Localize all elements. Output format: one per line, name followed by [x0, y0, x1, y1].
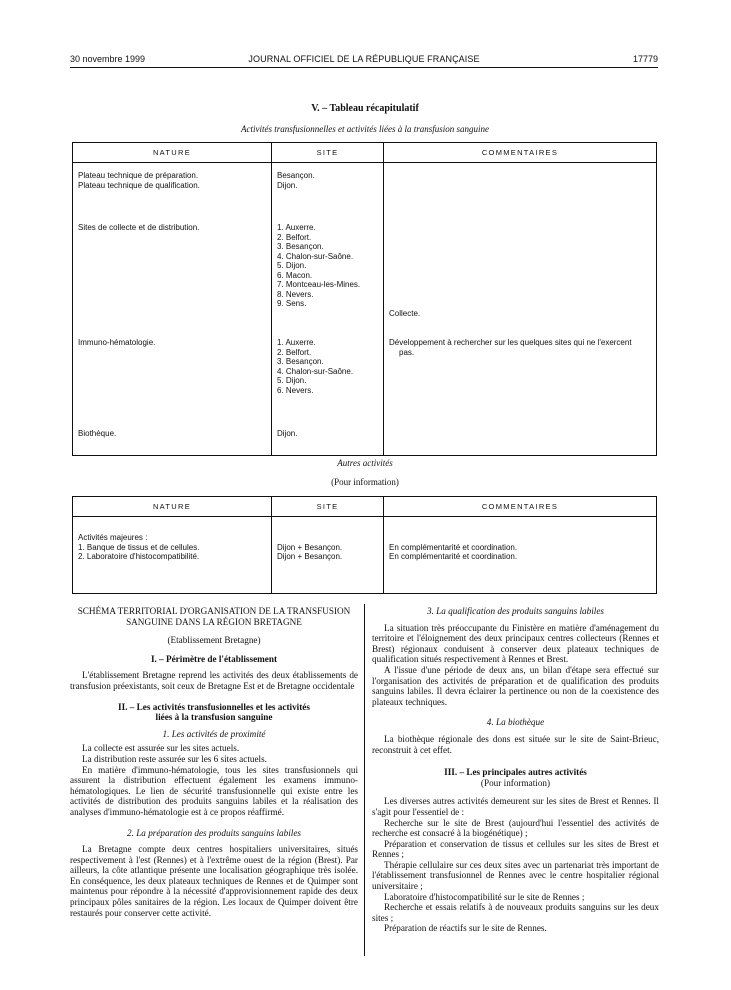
section-v-subtitle: Activités transfusionnelles et activités liées à la transfusion sanguine — [241, 124, 489, 134]
summary-comment-line — [389, 261, 656, 271]
summary-nature-line: Plateau technique de préparation. — [78, 171, 199, 180]
subsection-2-1-title: 1. Les activités de proximité — [162, 728, 266, 739]
summary-site-line: Dijon. — [277, 180, 298, 190]
other-header-commentaires: COMMENTAIRES — [384, 497, 657, 517]
other-comment-line: En complémentarité et coordination. — [389, 542, 518, 552]
other-site-line: Dijon + Besançon. — [277, 542, 343, 552]
other-nature-line: 2. Laboratoire d'histocompatibilité. — [78, 552, 200, 561]
other-comment-line — [389, 533, 656, 543]
other-nature-cell — [73, 517, 272, 594]
summary-comment-cell — [384, 330, 657, 421]
summary-comment-line — [389, 233, 656, 243]
other-comment-line: En complémentarité et coordination. — [389, 552, 518, 561]
summary-table-row — [73, 215, 657, 330]
summary-site-line: Besançon. — [277, 171, 315, 180]
paragraph: Préparation de réactifs sur le site de Rennes. — [384, 923, 547, 934]
summary-comment-line: Développement à rechercher sur les quelques sites qui ne l'exercent — [389, 338, 632, 347]
summary-site-line: 2. Belfort. — [277, 232, 312, 242]
subsection-2-2-title: 2. La préparation des produits sanguins labiles — [127, 827, 301, 838]
summary-site-line: 3. Besançon. — [277, 357, 324, 366]
summary-nature-cell — [73, 215, 272, 330]
summary-site-line: Dijon. — [277, 429, 298, 438]
summary-site-cell — [272, 215, 384, 330]
summary-comment-line — [389, 299, 656, 309]
paragraph: La situation très préoccupante du Finistère en matière d'aménagement du territoire et l'éloignement des deux principaux centres collecteurs (Rennes et Brest) régionaux conduisent à conserver deux plateaux techniques de qualification situés respectivement à Rennes et Brest. — [372, 622, 659, 665]
summary-nature-line: Sites de collecte et de distribution. — [78, 223, 200, 232]
summary-site-line: 4. Chalon-sur-Saône. — [277, 366, 354, 376]
summary-nature-line: Biothèque. — [78, 429, 117, 438]
other-site-cell — [272, 517, 384, 594]
summary-site-line: 1. Auxerre. — [277, 223, 316, 232]
summary-site-line: 6. Macon. — [277, 270, 313, 280]
summary-site-line: 8. Nevers. — [277, 289, 314, 299]
summary-site-cell — [272, 421, 384, 456]
header-rule — [70, 67, 658, 68]
schema-title-line1: SCHÉMA TERRITORIAL D'ORGANISATION DE LA TRANSFUSION — [77, 606, 351, 616]
subsection-4-title: 4. La biothèque — [486, 717, 545, 728]
etablissement-label: (Etablissement Bretagne) — [167, 635, 261, 646]
summary-table — [72, 142, 657, 456]
paragraph: La distribution reste assurée sur les 6 sites actuels. — [82, 753, 267, 764]
summary-nature-line: Plateau technique de qualification. — [78, 180, 200, 190]
header-date: 30 novembre 1999 — [70, 54, 146, 64]
summary-comment-cell — [384, 163, 657, 216]
summary-comment-line — [389, 290, 656, 300]
summary-site-line: 2. Belfort. — [277, 347, 312, 357]
summary-site-line: 1. Auxerre. — [277, 338, 316, 347]
paragraph: A l'issue d'une période de deux ans, un bilan d'étape sera effectué sur l'organisation des activités de préparation et de qualification des produits sanguins labiles. Il devra éclairer la pertinence ou non de la coexistence des plateaux techniques. — [372, 664, 659, 707]
paragraph: Laboratoire d'histocompatibilité sur le site de Rennes ; — [384, 891, 585, 902]
summary-comment-line — [389, 242, 656, 252]
summary-nature-cell — [73, 163, 272, 216]
summary-table-row — [73, 421, 657, 456]
paragraph: Les diverses autres activités demeurent sur les sites de Brest et Rennes. Il s'agit pour l'essentiel de : — [372, 796, 659, 817]
header-page-number: 17779 — [632, 54, 658, 64]
right-column — [372, 606, 659, 934]
summary-site-line: 5. Dijon. — [277, 261, 307, 270]
other-nature-line: 1. Banque de tissus et de cellules. — [78, 542, 200, 552]
other-comment-cell — [384, 517, 657, 594]
autres-activites-title: Autres activités — [337, 458, 393, 468]
paragraph: En matière d'immuno-hématologie, tous les sites transfusionnels qui assurent la distribution effectuent également les examens immuno-hématologiques. Le lien de sécurité transfusionnelle qui existe entre les activités de distribution des produits sanguins labiles et la réalisation des analyses d'immuno-hématologie est à ce propos réaffirmé. — [70, 764, 358, 817]
summary-header-site: SITE — [272, 143, 384, 163]
summary-comment-cell — [384, 215, 657, 330]
summary-comment-line: pas. — [399, 347, 415, 357]
paragraph: Recherche sur le site de Brest (aujourd'hui l'essentiel des activités de recherche est consacré à la biogénétique) ; — [372, 817, 659, 839]
other-table-header-row — [73, 497, 657, 517]
other-activities-table — [72, 496, 657, 594]
summary-site-line: 5. Dijon. — [277, 376, 307, 385]
paragraph: La biothèque régionale des dons est située sur le site de Saint-Brieuc, reconstruit à cet effet. — [372, 733, 659, 755]
summary-comment-line: Collecte. — [389, 308, 421, 318]
summary-comment-cell — [384, 421, 657, 456]
summary-site-line: 4. Chalon-sur-Saône. — [277, 251, 354, 261]
summary-nature-cell — [73, 421, 272, 456]
summary-comment-line — [389, 223, 656, 233]
summary-header-nature: NATURE — [73, 143, 272, 163]
other-header-site: SITE — [272, 497, 384, 517]
column-divider — [364, 604, 365, 956]
summary-site-line: 7. Montceau-les-Mines. — [277, 280, 361, 289]
section-1-title: I. – Périmètre de l'établissement — [150, 653, 278, 664]
summary-site-line: 6. Nevers. — [277, 385, 314, 395]
section-3-title: III. – Les principales autres activités — [444, 767, 587, 778]
summary-site-cell — [272, 163, 384, 216]
summary-table-row — [73, 330, 657, 421]
section-2-title-line2: liées à la transfusion sanguine — [155, 712, 273, 723]
other-site-line: Dijon + Besançon. — [277, 552, 343, 561]
summary-site-cell — [272, 330, 384, 421]
summary-site-line: 3. Besançon. — [277, 242, 324, 251]
paragraph: Préparation et conservation de tissus et cellules sur les sites de Brest et Rennes ; — [372, 838, 659, 860]
paragraph: Thérapie cellulaire sur ces deux sites avec un partenariat très important de l'établissement transfusionnel de Rennes avec le centre hospitalier régional universitaire ; — [372, 859, 659, 892]
summary-comment-line — [389, 252, 656, 262]
other-table-row — [73, 517, 657, 594]
summary-site-line: 9. Sens. — [277, 299, 307, 308]
summary-comment-line — [389, 271, 656, 281]
section-1-paragraph: L'établissement Bretagne reprend les activités des deux établissements de transfusion préexistants, soit ceux de Bretagne Est et de Bretagne occidentale — [70, 670, 358, 691]
other-header-nature: NATURE — [73, 497, 272, 517]
paragraph: Recherche et essais relatifs à de nouveaux produits sanguins sur les deux sites ; — [372, 902, 659, 923]
autres-activites-subtitle: (Pour information) — [331, 477, 399, 487]
page-header — [70, 54, 658, 68]
summary-table-row — [73, 163, 657, 216]
paragraph: La collecte est assurée sur les sites actuels. — [82, 743, 240, 754]
summary-comment-line — [389, 280, 656, 290]
section-3-subtitle: (Pour information) — [480, 777, 551, 788]
section-2-title-line1: II. – Les activités transfusionnelles et les activités — [118, 701, 310, 712]
summary-header-commentaires: COMMENTAIRES — [384, 143, 657, 163]
section-v-title: V. – Tableau récapitulatif — [311, 103, 419, 114]
other-nature-line: Activités majeures : — [78, 533, 148, 542]
paragraph: La Bretagne compte deux centres hospitaliers universitaires, situés respectivement à l'est (Rennes) et à l'extrême ouest de la région (Brest). Par ailleurs, la côte atlantique présente une localisation géographique très isolée. En conséquence, les deux plateaux techniques de Rennes et de Quimper sont maintenus pour répondre à la nécessité d'approvisionnement rapide des deux principaux pôles sanitaires de la région. Les locaux de Quimper doivent être restaurés pour conserver cette activité. — [70, 844, 358, 918]
left-column — [70, 606, 358, 918]
subsection-3-title: 3. La qualification des produits sanguins labiles — [426, 606, 605, 616]
other-site-line — [277, 533, 383, 543]
header-journal-title: JOURNAL OFFICIEL DE LA RÉPUBLIQUE FRANÇAISE — [248, 54, 480, 64]
summary-nature-line: Immuno-hématologie. — [78, 338, 156, 347]
schema-title-line2: SANGUINE DANS LA RÉGION BRETAGNE — [126, 616, 302, 627]
summary-nature-cell — [73, 330, 272, 421]
summary-table-header-row — [73, 143, 657, 163]
